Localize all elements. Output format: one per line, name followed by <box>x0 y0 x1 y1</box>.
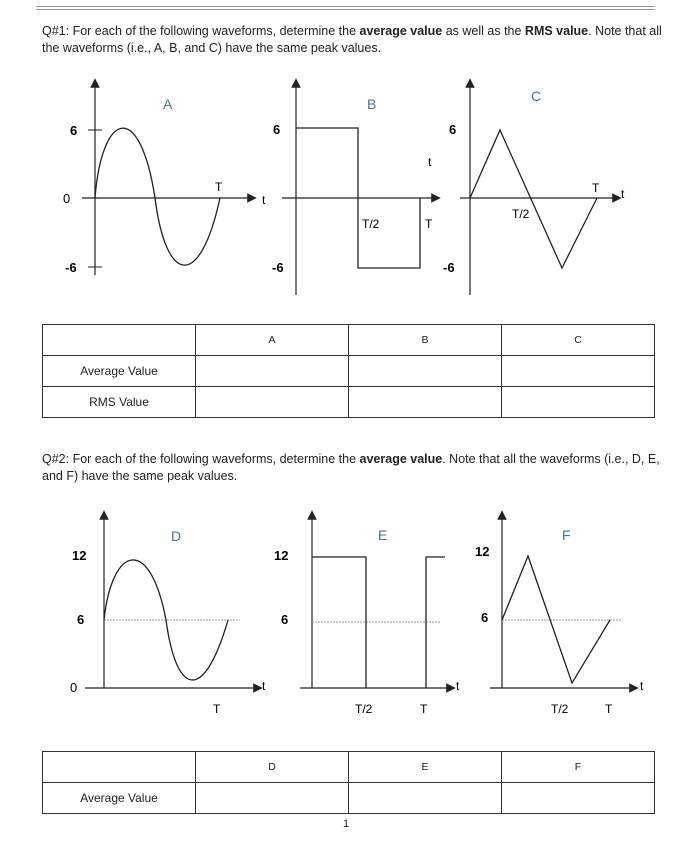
q2-header-e: E <box>349 752 502 783</box>
graph-b-label-t: t <box>428 155 432 169</box>
graph-a-title: A <box>163 96 173 112</box>
q1-cell-rms-a[interactable] <box>196 387 349 418</box>
graph-a-label-T: T <box>215 180 223 194</box>
q2-bold-average: average value <box>359 452 443 466</box>
graph-e-label-12: 12 <box>274 548 289 563</box>
q2-suffix: . Note that all the waveforms (i.e., D, E, and F) have the same peak values. <box>42 452 660 483</box>
graph-f <box>475 515 644 716</box>
graph-d-label-t: t <box>262 679 266 693</box>
graph-e-title: E <box>378 527 388 543</box>
graph-d <box>70 515 266 716</box>
graph-d-label-T: T <box>213 702 221 716</box>
graph-a-sine <box>95 128 220 265</box>
graph-e <box>274 515 460 716</box>
q1-row-label-rms: RMS Value <box>43 387 196 418</box>
graph-a-label-zero: 0 <box>63 191 71 206</box>
graph-f-label-12: 12 <box>475 544 490 559</box>
question-2-text <box>42 451 662 485</box>
graph-c-title: C <box>531 88 542 104</box>
q2-prefix: Q#2: For each of the following waveforms, determine the <box>42 452 360 466</box>
graph-c-label-neg: -6 <box>443 260 455 275</box>
q1-answer-table <box>42 324 655 418</box>
graph-e-label-t: t <box>456 679 460 693</box>
q1-suffix: . Note that all the waveforms (i.e., A, B, and C) have the same peak values. <box>42 24 662 55</box>
q1-table-header-row <box>43 325 655 356</box>
graph-c-label-t: t <box>621 187 625 201</box>
q1-bold-average: average value <box>359 24 443 38</box>
graph-c-label-pos: 6 <box>449 122 457 137</box>
graph-e-label-half: T/2 <box>355 702 373 716</box>
graph-d-label-12: 12 <box>72 548 87 563</box>
graph-f-label-half: T/2 <box>551 702 569 716</box>
graph-f-label-t: t <box>640 679 644 693</box>
graph-a-label-t: t <box>262 193 266 207</box>
graph-b-label-pos: 6 <box>273 122 281 137</box>
graph-d-title: D <box>171 528 182 544</box>
graph-a-label-neg: -6 <box>65 260 77 275</box>
q1-header-blank <box>43 325 196 356</box>
q2-header-f: F <box>502 752 655 783</box>
graph-f-title: F <box>562 527 571 543</box>
q2-cell-average-d[interactable] <box>196 783 349 814</box>
q1-cell-average-b[interactable] <box>349 356 502 387</box>
graph-b-label-half: T/2 <box>362 217 380 231</box>
q1-bold-rms: RMS value <box>524 24 589 38</box>
graph-f-label-T: T <box>605 702 613 716</box>
graph-d-label-0: 0 <box>70 680 78 695</box>
graph-e-label-T: T <box>420 702 428 716</box>
graph-a <box>63 83 266 275</box>
graph-d-label-6: 6 <box>77 612 85 627</box>
q1-header-a: A <box>196 325 349 356</box>
q1-table-row-average <box>43 356 655 387</box>
q1-cell-rms-c[interactable] <box>502 387 655 418</box>
q1-prefix: Q#1: For each of the following waveforms, determine the <box>42 24 360 38</box>
q1-cell-average-a[interactable] <box>196 356 349 387</box>
q2-answer-table <box>42 751 655 814</box>
graph-c <box>443 83 625 295</box>
graph-f-label-6: 6 <box>481 610 489 625</box>
q1-cell-average-c[interactable] <box>502 356 655 387</box>
q1-mid: as well as the <box>442 24 525 38</box>
graph-b-label-neg: -6 <box>272 260 284 275</box>
q2-header-d: D <box>196 752 349 783</box>
q1-row-label-average: Average Value <box>43 356 196 387</box>
q2-header-blank <box>43 752 196 783</box>
graph-c-label-half: T/2 <box>512 207 530 221</box>
q2-table-row-average <box>43 783 655 814</box>
q2-row-label-average: Average Value <box>43 783 196 814</box>
q1-cell-rms-b[interactable] <box>349 387 502 418</box>
graph-c-triangle <box>470 130 597 268</box>
graph-a-label-pos: 6 <box>70 123 78 138</box>
graph-b <box>272 83 436 295</box>
q1-header-b: B <box>349 325 502 356</box>
graph-b-label-T: T <box>425 217 433 231</box>
q2-table-header-row <box>43 752 655 783</box>
q2-cell-average-f[interactable] <box>502 783 655 814</box>
q2-cell-average-e[interactable] <box>349 783 502 814</box>
graph-b-title: B <box>367 96 377 112</box>
q1-header-c: C <box>502 325 655 356</box>
graph-c-label-T: T <box>592 181 600 195</box>
graph-e-label-6: 6 <box>281 612 289 627</box>
page-number: 1 <box>343 818 350 830</box>
q1-table-row-rms <box>43 387 655 418</box>
